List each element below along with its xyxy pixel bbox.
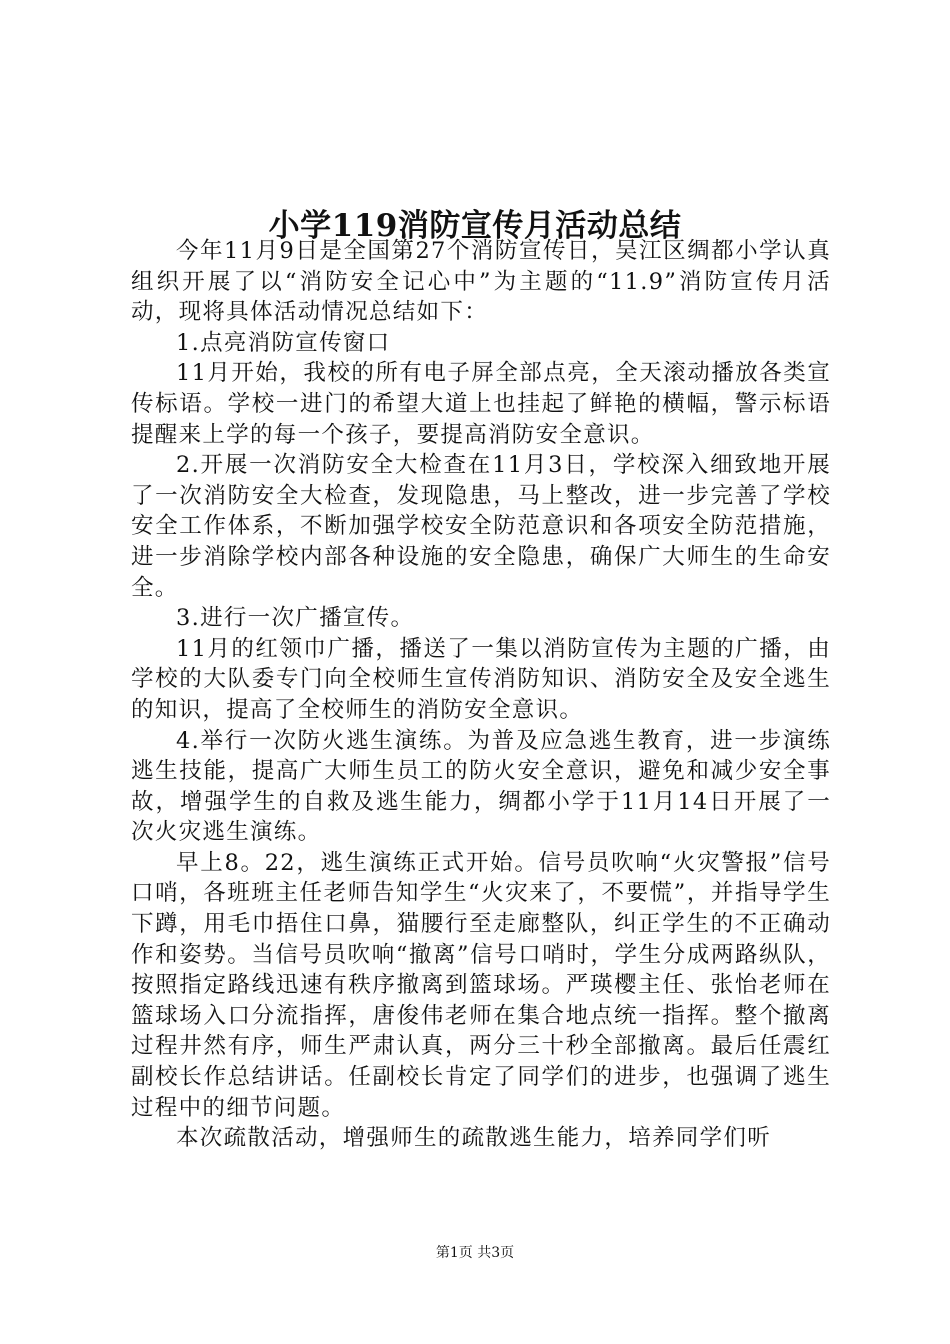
closing-paragraph: 本次疏散活动，增强师生的疏散逃生能力，培养同学们听 xyxy=(176,1125,772,1152)
section-2-paragraph: 2.开展一次消防安全大检查在11月3日，学校深入细致地开展了一次消防安全大检查，发现隐患，马上整改，进一步完善了学校安全工作体系，不断加强学校安全防范意识和各项安全防范措施，进一步消除学校内部各种设施的安全隐患，确保广大师生的生命安全。 xyxy=(131,452,831,601)
section-heading-1: 1.点亮消防宣传窗口 xyxy=(176,329,391,356)
section-1-paragraph: 11月开始，我校的所有电子屏全部点亮，全天滚动播放各类宣传标语。学校一进门的希望大道上也挂起了鲜艳的横幅，警示标语提醒来上学的每一个孩子，要提高消防安全意识。 xyxy=(131,360,831,448)
intro-paragraph: 今年11月9日是全国第27个消防宣传日，吴江区绸都小学认真组织开展了以“消防安全记心中”为主题的“11.9”消防宣传月活动，现将具体活动情况总结如下： xyxy=(131,238,831,326)
page-title: 小学119消防宣传月活动总结 xyxy=(268,207,682,244)
document-body xyxy=(131,236,831,1154)
section-3-paragraph: 11月的红领巾广播，播送了一集以消防宣传为主题的广播，由学校的大队委专门向全校师生宣传消防知识、消防安全及安全逃生的知识，提高了全校师生的消防安全意识。 xyxy=(131,635,831,723)
page-footer: 第1页 共3页 xyxy=(435,1245,515,1261)
drill-description-paragraph: 早上8。22，逃生演练正式开始。信号员吹响“火灾警报”信号口哨，各班班主任老师告知学生“火灾来了，不要慌”，并指导学生下蹲，用毛巾捂住口鼻，猫腰行至走廊整队，纠正学生的不正确动作和姿势。当信号员吹响“撤离”信号口哨时，学生分成两路纵队，按照指定路线迅速有秩序撤离到篮球场。严瑛樱主任、张怡老师在篮球场入口分流指挥，唐俊伟老师在集合地点统一指挥。整个撤离过程井然有序，师生严肃认真，两分三十秒全部撤离。最后任震红副校长作总结讲话。任副校长肯定了同学们的进步，也强调了逃生过程中的细节问题。 xyxy=(131,849,831,1121)
section-heading-3: 3.进行一次广播宣传。 xyxy=(176,605,415,632)
section-4-paragraph: 4.举行一次防火逃生演练。为普及应急逃生教育，进一步演练逃生技能，提高广大师生员工的防火安全意识，避免和减少安全事故，增强学生的自救及逃生能力，绸都小学于11月14日开展了一次火灾逃生演练。 xyxy=(131,727,831,846)
